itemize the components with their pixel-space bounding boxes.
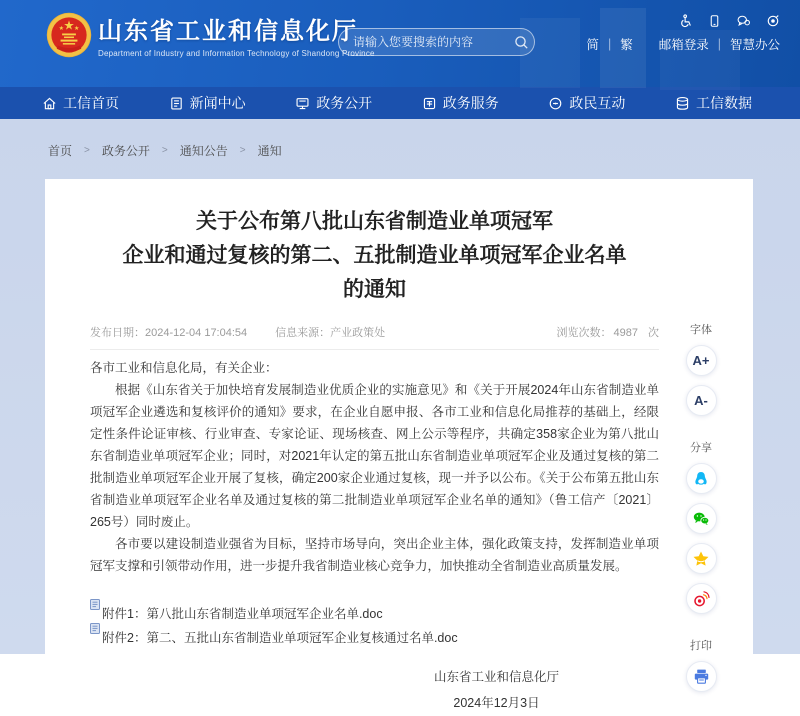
attachment-label: 附件1：第八批山东省制造业单项冠军企业名单.doc	[102, 607, 383, 621]
breadcrumb	[0, 119, 800, 159]
interaction-icon	[548, 96, 563, 111]
lang-traditional-link[interactable]: 繁	[620, 38, 633, 52]
site-title: 山东省工业和信息化厅	[98, 18, 358, 45]
doc-file-icon	[90, 599, 100, 610]
signer: 山东省工业和信息化厅	[433, 670, 559, 684]
chat-icon[interactable]	[736, 14, 751, 28]
publish-date: 发布日期：2024-12-04 17:04:54	[90, 327, 248, 339]
weibo-icon	[692, 590, 710, 608]
article-title-line: 企业和通过复核的第二、五批制造业单项冠军企业名单	[122, 244, 627, 267]
assist-mode-icon[interactable]	[766, 14, 780, 28]
article-card	[45, 179, 753, 710]
breadcrumb-home[interactable]: 首页	[48, 144, 73, 158]
attachment-link-2[interactable]	[90, 626, 659, 650]
service-icon	[422, 96, 437, 111]
nav-label: 政务服务	[442, 95, 499, 111]
font-size-label: 字体	[690, 324, 712, 336]
divider: |	[717, 37, 721, 51]
share-weibo-button[interactable]	[686, 583, 717, 614]
nav-label: 政民互动	[569, 95, 626, 111]
paragraph: 根据《山东省关于加快培育发展制造业优质企业的实施意见》和《关于开展2024年山东省制造业单项冠军企业遴选和复核评价的通知》要求，在企业自愿申报、各市工业和信息化局推荐的基础上，经限定性条件论证审核、行业审查、专家论证、现场核查、网上公示等程序，共确定358家企业为第八批山东省制造业单项冠军企业；同时，对2021年认定的第五批山东省制造业单项冠军企业及通过复核的第二批制造业单项冠军企业开展了复核，确定200家企业通过复核，现一并予以公布。《关于公布第五批山东省制造业单项冠军企业名单及通过复核的第二批制造业单项冠军企业名单的通知》（鲁工信产〔2021〕265号）同时废止。	[90, 383, 659, 529]
nav-label: 政务公开	[316, 95, 373, 111]
signature-block	[434, 664, 559, 716]
nav-item-gov-service[interactable]	[422, 93, 499, 113]
view-count: 浏览次数： 4987 次	[556, 327, 659, 339]
article	[45, 179, 753, 716]
attachment-link-1[interactable]	[90, 602, 659, 626]
content-area	[0, 119, 800, 710]
printer-icon	[693, 668, 710, 685]
breadcrumb-separator: >	[84, 145, 90, 156]
site-brand[interactable]	[46, 11, 375, 58]
accessibility-icon[interactable]	[679, 14, 693, 28]
brand-text	[98, 11, 375, 58]
nav-item-data[interactable]	[675, 93, 752, 113]
smart-office-link[interactable]: 智慧办公	[729, 38, 780, 52]
lang-simplified-link[interactable]: 简	[586, 38, 599, 52]
doc-file-icon	[90, 623, 100, 634]
info-source: 信息来源：产业政策处	[275, 327, 386, 339]
monitor-icon	[295, 96, 310, 111]
nav-label: 新闻中心	[189, 95, 246, 111]
nav-item-home[interactable]	[42, 93, 119, 113]
nav-item-interaction[interactable]	[548, 93, 625, 113]
article-title-line: 的通知	[343, 278, 406, 301]
sign-date: 2024年12月3日	[453, 696, 540, 710]
utility-icon-row	[586, 14, 780, 28]
nav-item-gov-info[interactable]	[295, 93, 372, 113]
national-emblem-logo	[46, 12, 92, 58]
article-body	[90, 357, 659, 577]
nav-label: 工信数据	[695, 95, 752, 111]
meta-divider	[90, 349, 659, 350]
article-title	[90, 205, 659, 307]
breadcrumb-current[interactable]: 通知	[257, 144, 282, 158]
share-label: 分享	[690, 442, 712, 454]
qzone-star-icon	[692, 550, 710, 568]
top-utilities	[586, 14, 780, 53]
divider: |	[607, 37, 612, 51]
site-banner	[0, 0, 800, 87]
paragraph: 各市要以建设制造业强省为目标，坚持市场导向，突出企业主体，强化政策支持，发挥制造业单项冠军支撑和引领带动作用，进一步提升我省制造业核心竞争力，加快推动全省制造业高质量发展。	[90, 537, 659, 573]
article-title-line: 关于公布第八批山东省制造业单项冠军	[196, 210, 553, 233]
nav-item-news[interactable]	[169, 93, 246, 113]
salutation: 各市工业和信息化局，有关企业：	[90, 361, 278, 375]
share-qzone-button[interactable]	[686, 543, 717, 574]
qq-icon	[692, 470, 710, 488]
attachments	[90, 602, 659, 650]
nav-label: 工信首页	[63, 95, 119, 111]
attachment-label: 附件2：第二、五批山东省制造业单项冠军企业复核通过名单.doc	[102, 631, 458, 645]
news-icon	[169, 96, 184, 111]
database-icon	[675, 96, 690, 111]
print-label: 打印	[690, 640, 712, 652]
breadcrumb-separator: >	[239, 145, 246, 156]
font-decrease-button[interactable]: A-	[686, 385, 717, 416]
font-increase-button[interactable]: A+	[686, 345, 717, 376]
breadcrumb-gov-info[interactable]: 政务公开	[101, 144, 150, 158]
site-subtitle: Department of Industry and Information Technology of Shandong Province	[98, 49, 375, 58]
mobile-icon[interactable]	[708, 14, 721, 28]
home-icon	[42, 96, 57, 111]
share-wechat-button[interactable]	[686, 503, 717, 534]
article-meta	[90, 324, 659, 340]
main-nav	[0, 87, 800, 119]
site-search	[338, 28, 535, 56]
mail-login-link[interactable]: 邮箱登录	[658, 38, 709, 52]
breadcrumb-notices[interactable]: 通知公告	[179, 144, 228, 158]
search-icon[interactable]	[514, 35, 529, 50]
search-input[interactable]	[339, 35, 514, 49]
share-qq-button[interactable]	[686, 463, 717, 494]
utility-links	[586, 35, 780, 53]
wechat-icon	[692, 510, 711, 528]
breadcrumb-separator: >	[161, 145, 168, 156]
tool-rail	[673, 321, 729, 701]
print-button[interactable]	[686, 661, 717, 692]
